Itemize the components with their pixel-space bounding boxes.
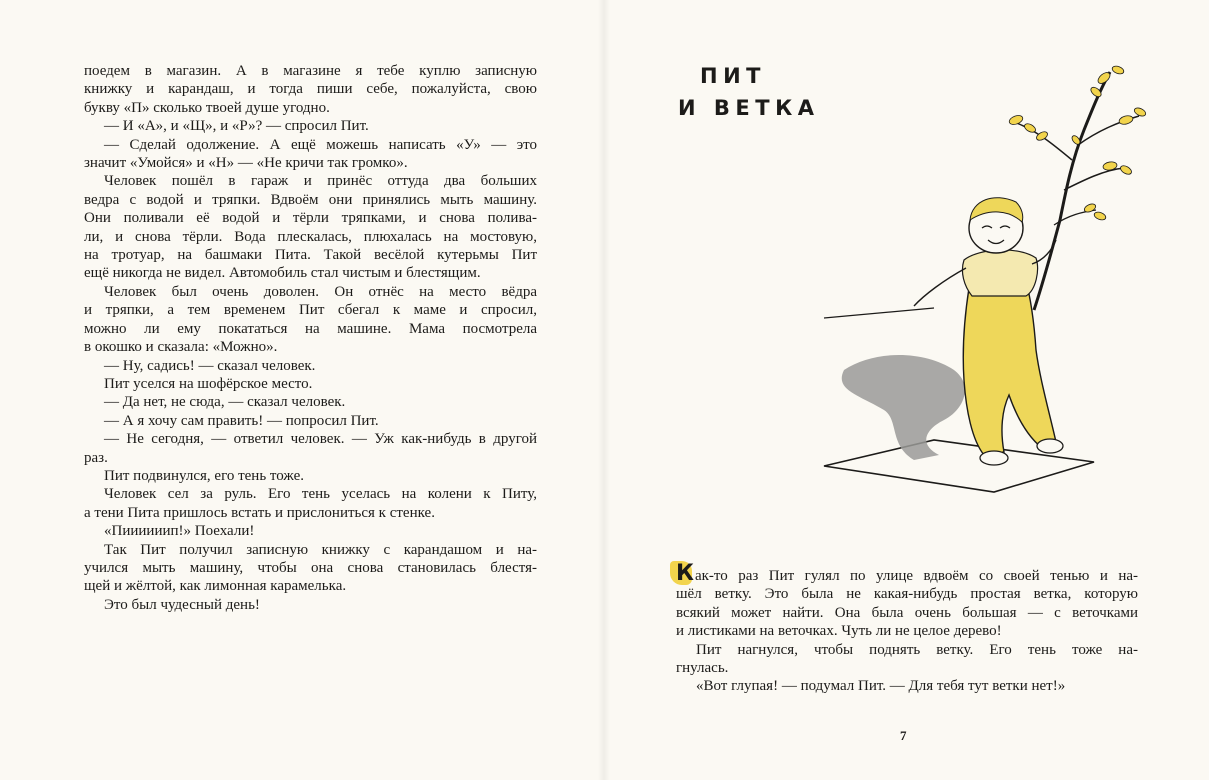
text-line: — А я хочу сам править! — попросил Пит. [104,412,379,429]
text-line: гнулась. [676,660,729,677]
text-line: поедем в магазин. А в магазине я тебе куплю записную [84,63,537,79]
text-line: учился мыть машину, чтобы она снова становилась блестя- [84,559,537,576]
branch-leaves [1008,65,1147,222]
text-line: — Ну, садись! — сказал человек. [104,357,316,374]
text-line: Человек сел за руль. Его тень уселась на колени к Питу, [104,486,537,503]
boy-shirt [962,250,1037,296]
text-line: букву «П» сколько твоей душе угодно. [84,99,330,116]
chapter-title-line1: ПИТ [700,64,766,88]
left-page-text [84,62,537,614]
right-page-text [676,561,1138,696]
text-line: Человек был очень доволен. Он отнёс на место вёдра [104,283,537,300]
text-line: шёл ветку. Это была не какая-нибудь простая ветка, которую [676,586,1138,603]
text-line: на тротуар, на башмаки Пита. Такой весёлой кутерьмы Пит [84,247,537,264]
branch-twig-1 [1014,122,1072,160]
text-line: а тени Пита пришлось встать и прислониться к стенке. [84,504,435,521]
text-line: и листиками на веточках. Чуть ли не целое дерево! [676,623,1002,640]
text-line: и тряпки, а тем временем Пит сбегал к маме и спросил, [84,302,537,319]
text-line: раз. [84,449,108,466]
page-number: 7 [900,728,907,743]
text-line: «Вот глупая! — подумал Пит. — Для тебя тут ветки нет!» [696,678,1066,695]
chapter-title [678,60,820,124]
text-line: значит «Умойся» и «Н» — «Не кричи так громко». [84,155,408,172]
boy-overalls [963,282,1056,455]
boy-with-branch-illustration [804,50,1154,510]
text-line: ведра с водой и тряпки. Вдвоём они принялись мыть машину. [84,191,537,208]
first-line-text: ак-то раз Пит гулял по улице вдвоём со своей тенью и на- [694,568,1138,584]
text-line: книжку и карандаш, и тогда пиши себе, пожалуйста, свою [84,81,537,98]
left-page [0,0,604,780]
boy-shoe-right [1037,439,1063,453]
text-line: Пит нагнулся, чтобы поднять ветку. Его тень тоже на- [696,641,1138,658]
boy-shadow [842,355,965,460]
text-line: Пит подвинулся, его тень тоже. [104,467,304,484]
text-line: в окошко и сказала: «Можно». [84,339,278,356]
text-line: — Да нет, не сюда, — сказал человек. [104,394,346,411]
branch-twig-3 [1064,168,1124,190]
text-line: щей и жёлтой, как лимонная карамелька. [84,578,347,595]
chapter-title-line2: И ВЕТКА [678,96,820,120]
text-line: Это был чудесный день! [104,596,260,613]
text-line: — Не сегодня, — ответил человек. — Уж как-нибудь в другой [104,431,537,448]
text-line: Человек пошёл в гараж и принёс оттуда два больших [104,173,537,190]
ground-line [824,308,934,318]
right-page [604,0,1209,780]
text-line: ли, и снова тёрли. Вода плескалась, плюхалась на мостовую, [84,228,537,245]
text-line: ещё никогда не видел. Автомобиль стал чистым и блестящим. [84,265,481,282]
text-line: — Сделай одолжение. А ещё можешь написать «У» — это [104,136,537,153]
text-line: — И «А», и «Щ», и «Р»? — спросил Пит. [104,118,369,135]
boy-left-arm [914,268,966,306]
drop-cap: К [676,565,694,583]
text-line: «Пиииииип!» Поехали! [104,523,255,540]
first-paragraph-line [676,561,1138,586]
boy-shoe-left [980,451,1008,465]
text-line: можно ли ему покататься на машине. Мама посмотрела [84,320,537,337]
text-line: Так Пит получил записную книжку с карандашом и на- [104,541,537,558]
branch-stem [1034,72,1110,310]
text-line: Пит уселся на шофёрское место. [104,375,313,392]
text-line: Они поливали её водой и тёрли тряпками, и снова полива- [84,210,537,227]
text-line: всякий может найти. Она была очень большая — с веточками [676,604,1138,621]
